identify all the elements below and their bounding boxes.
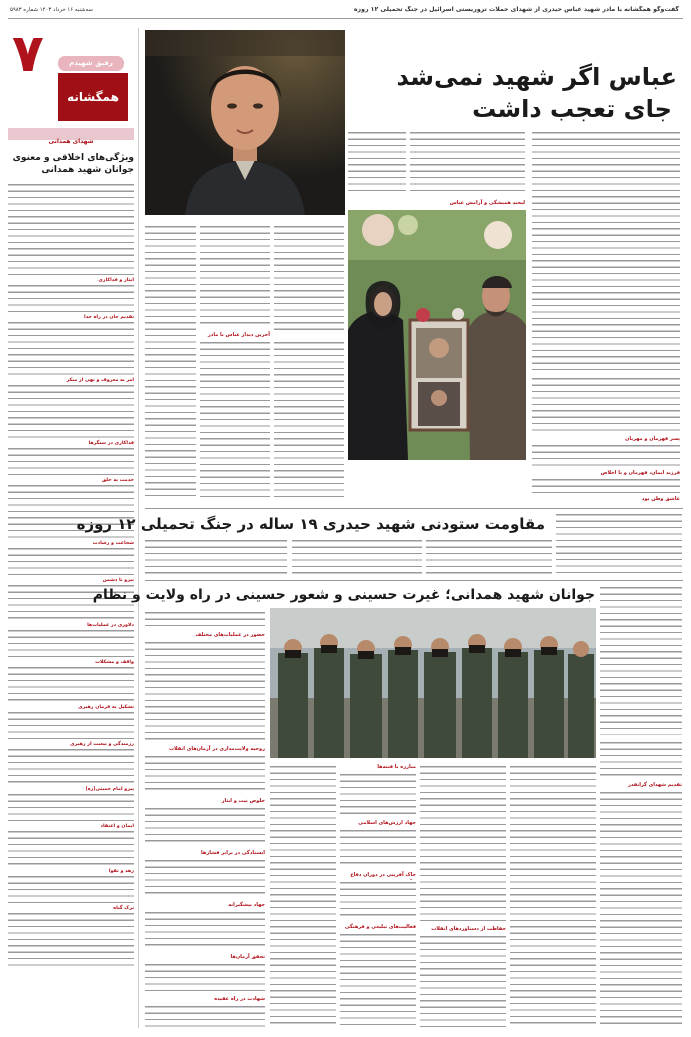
section-label: رفیق شهیدم: [69, 59, 113, 67]
section-separator: [145, 580, 683, 581]
article-3-body-col-18: [145, 962, 265, 992]
sidebar-subhead: ترک گناه: [113, 906, 134, 911]
article-3-body-col-12: [340, 932, 416, 1028]
sidebar-body-10: [8, 665, 134, 705]
article-1-body-col-3: [348, 130, 406, 194]
article-3-body-col-5: [600, 790, 682, 1028]
sidebar-body-7: [8, 546, 134, 578]
article-1-subhead-3: پسر قهرمان و مهربان: [625, 436, 680, 442]
sidebar-body-11: [8, 710, 134, 742]
article-2-title: مقاومت ستودنی شهید حیدری ۱۹ ساله در جنگ تحمیلی ۱۲ روزه: [76, 515, 545, 533]
article-3-subhead-12: تحقق آرمان‌ها: [230, 954, 265, 960]
sidebar-body-4: [8, 383, 134, 441]
article-1-subhead-2: آخرین دیدار عباس با مادر: [207, 332, 270, 338]
sidebar-body-12: [8, 747, 134, 787]
article-3-body-col-19: [145, 1004, 265, 1028]
sidebar-subhead: تقدیم جان در راه خدا: [84, 315, 134, 320]
page-number: ۷: [12, 24, 44, 84]
sidebar-body-2: [8, 283, 134, 315]
article-1-body-col-5: [532, 443, 680, 467]
article-1-body-col-8: [200, 224, 270, 328]
sidebar-title: ویژگی‌های اخلاقی و معنوی جوانان شهید همدانی: [12, 153, 134, 175]
article-3-subhead-8: روحیه ولایت‌مداری در آرمان‌های انقلاب: [168, 746, 265, 752]
article-3-body-col-6: [510, 764, 596, 1028]
article-3-body-col-15: [145, 806, 265, 846]
article-3-subhead-3: حفاظت از دستاوردهای انقلاب: [431, 926, 506, 932]
sidebar-subhead: ایثار و فداکاری: [98, 278, 134, 283]
date-line: سه‌شنبه ۱۶ خرداد ۱۴۰۳ شماره ۵۹۸۳: [10, 7, 93, 13]
article-3-body-col-4: [600, 740, 682, 780]
article-3-body-col-2: [145, 610, 265, 630]
article-1-body-col-7: [274, 224, 344, 334]
article-3-body-col-17: [145, 910, 265, 950]
sidebar-subhead: واقف و مشکلات: [95, 660, 134, 665]
article-3-subhead-9: خلوص نیت و ایثار: [221, 798, 265, 804]
article-3-subhead-7: فعالیت‌های تبلیغی و فرهنگی: [344, 924, 416, 930]
logo-text: همگشانه: [67, 90, 119, 104]
article-1-subhead-4: فرزند ایمان، قهرمان و با اخلاص: [600, 470, 680, 476]
sidebar-column: [8, 128, 134, 1030]
article-1-body-col-4: [532, 376, 680, 434]
article-1-body-col-9: [200, 340, 270, 500]
article-3-title: جوانان شهید همدانی؛ غیرت حسینی و شعور حسینی در راه ولایت و نظام: [92, 587, 595, 603]
family-photo: [348, 210, 526, 460]
sidebar-subhead: خدمت به خلق: [101, 478, 134, 483]
article-3-body-col-7: [420, 764, 506, 924]
article-3-body-col-8: [420, 934, 506, 1028]
article-3-body-col-13: [270, 764, 336, 1028]
section-separator: [145, 508, 683, 509]
article-3-body-col-11: [340, 880, 416, 920]
sidebar-body-13: [8, 792, 134, 824]
article-3-subhead-6: خاک آفرینی در دوران دفاع: [350, 872, 416, 878]
article-3-subhead-2: تقدیم شهدای گرانقدر: [627, 782, 682, 788]
sidebar-header: [8, 128, 134, 145]
article-2-body-col-2: [426, 538, 552, 574]
article-2-body-col-1: [556, 512, 682, 574]
sidebar-subhead: تشکیل به فرمان رهبری: [78, 705, 134, 710]
article-1-body-col-2: [410, 130, 525, 194]
sidebar-body-15: [8, 874, 134, 906]
header-rule: [8, 18, 683, 19]
newspaper-logo: [58, 73, 128, 121]
article-3-body-col-16: [145, 858, 265, 898]
article-1-body-col-1: [532, 130, 680, 370]
martyr-portrait-photo: [145, 30, 345, 215]
article-3-body-col-14: [145, 754, 265, 794]
sidebar-body-16: [8, 911, 134, 971]
sidebar-subhead: امر به معروف و نهی از منکر: [66, 378, 134, 383]
section-badge: [58, 56, 124, 71]
sidebar-subhead: ایمان و اعتقاد: [100, 824, 134, 829]
sidebar-subhead: دلاوری در عملیات‌ها: [87, 623, 134, 628]
sidebar-body-9: [8, 628, 134, 660]
article-1-body-col-10: [274, 340, 344, 500]
sidebar-body-5: [8, 446, 134, 478]
article-1-subhead-5: عاشق وطن بود: [641, 496, 680, 502]
sidebar-body-3: [8, 320, 134, 378]
article-3-body-col-10: [340, 828, 416, 868]
sidebar-subhead: نیرو تا دشمن: [102, 578, 134, 583]
sidebar-header-label: شهدای همدانی: [48, 138, 94, 145]
sidebar-subhead: فداکاری در سنگرها: [88, 441, 134, 446]
article-3-body-col-3: [145, 640, 265, 740]
sidebar-subhead: شجاعت و رشادت: [92, 541, 134, 546]
article-3-body-col-9: [340, 772, 416, 816]
sidebar-subhead: پیرو امام خمینی(ره): [85, 787, 134, 792]
article-3-body-col-1: [600, 585, 682, 735]
article-3-subhead-11: جهاد پیشگیرانه: [228, 902, 265, 908]
article-2-body-col-4: [145, 538, 287, 574]
article-1-title-line-2: جای تعجب داشت: [472, 95, 672, 123]
article-3-subhead-1: حضور در عملیات‌های مختلف: [195, 632, 265, 638]
article-3-subhead-5: جهاد ارزش‌های اسلامی: [358, 820, 416, 826]
sidebar-body-1: [8, 182, 134, 278]
sidebar-subhead: زهد و تقوا: [108, 869, 134, 874]
article-1-title-line-1: عباس اگر شهید نمی‌شد: [396, 63, 677, 91]
article-3-subhead-13: شهادت در راه عقیده: [214, 996, 265, 1002]
article-3-subhead-4: مبارزه با فتنه‌ها: [377, 764, 416, 770]
article-2-body-col-3: [292, 538, 422, 574]
article-kicker: گفت‌وگو همگشانه با مادر شهید عباس حیدری از شهدای حملات تروریستی اسرائیل در جنگ تحمیلی ۱۲ روزه: [353, 6, 679, 13]
sidebar-subhead: رزمندگی و تبعیت از رهبری: [70, 742, 134, 747]
article-1-body-col-6: [532, 477, 680, 493]
article-1-subhead-1: لبخند همیشگی و آرامش عباس: [449, 200, 525, 206]
sidebar-body-14: [8, 829, 134, 869]
article-3-subhead-10: ایستادگی در برابر فشارها: [201, 850, 265, 856]
soldiers-group-photo: [270, 608, 596, 758]
article-1-body-col-11: [145, 224, 196, 500]
